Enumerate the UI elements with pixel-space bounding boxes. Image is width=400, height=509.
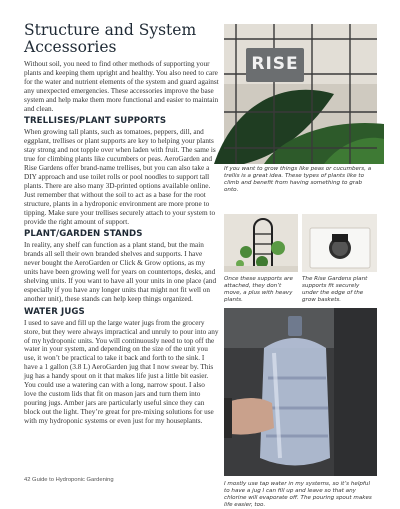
plant-support-photo	[224, 214, 298, 272]
section-body-water-jugs: I used to save and fill up the large water jugs from the grocery store, but they were always impractical and unruly to pour into any of my hydroponic units. You will continuously need to top off the water in your system, and depending on the size of the unit you use, it won’t be practical to take it back and forth to the sink. I have a 1 gallon (3.8 L) AeroGarden jug that I now swear by. This jug has a handy spout on it that makes life just a little bit easier. You could use a watering can with a long, narrow spout. I also love the custom lids that fit on mason jars and turn them into pouring jugs. Amber jars are particularly useful since they can block out the light. They’re great for pre-mixing solutions for use with my hydroponic systems or even just for my houseplants.	[24, 318, 219, 425]
section-body-trellises: When growing tall plants, such as tomatoes, peppers, dill, and eggplant, trellises or plant supports are key to helping your plants stay strong and not topple over when laden with fruit. The same is true for climbing plants like cucumbers or peas. AeroGarden and Rise Gardens offer brand-name trellises, but you can also take a DIY approach and use toilet rolls or pool noodles to support tall plants. There are also many 3D-printed options available online. Just remember that without the soil to act as a base for the root structure, plants in a hydroponic environment are more prone to tipping. Make sure your trellises securely attach to your system to provide the right amount of support.	[24, 128, 216, 226]
caption-rise-supports: The Rise Gardens plant supports fit securely under the edge of the grow baskets.	[302, 276, 368, 303]
caption-water-jug: I mostly use tap water in my systems, so it’s helpful to have a jug I can fill up and leave so that any chlorine will evaporate off. The pouring spout makes life easier, too.	[224, 481, 372, 508]
section-heading-water-jugs: WATER JUGS	[24, 306, 85, 317]
text-column	[24, 22, 219, 429]
page-title: Structure and System Accessories	[24, 21, 197, 56]
rise-sign-text: RISE	[251, 54, 299, 74]
page-footer: 42 Guide to Hydroponic Gardening	[24, 477, 114, 483]
image-column	[224, 24, 377, 508]
water-jug-photo	[224, 308, 377, 476]
intro-paragraph: Without soil, you need to find other methods of supporting your plants and keeping them upright and healthy. You also need to care for the water and nutrient elements of the system and guard against any unexpected emergencies. These accessories improve the base system and help make them more functional and easier to maintain and clean.	[24, 60, 219, 113]
section-heading-stands: PLANT/GARDEN STANDS	[24, 229, 143, 240]
caption-supports: Once these supports are attached, they don’t move, a plus with heavy plants.	[224, 276, 293, 303]
grow-basket-photo	[302, 214, 377, 272]
section-body-stands: In reality, any shelf can function as a plant stand, but the main brands all sell their own branded shelves and supports. I have never bought the AeroGarden or Click & Grow options, as my units have been growing well for years on countertops, desks, and shelving units. If you want to have all your units in one place (and especially if you have any longer units that might not fit well on another unit), these stands can help keep things organized.	[24, 241, 217, 303]
support-photos-row	[224, 214, 377, 303]
caption-trellis: If you want to grow things like peas or cucumbers, a trellis is a great idea. These types of plants like to climb and benefit from having something to grab onto.	[224, 166, 372, 193]
trellis-photo	[224, 24, 377, 164]
section-heading-trellises: TRELLISES/PLANT SUPPORTS	[24, 116, 167, 127]
